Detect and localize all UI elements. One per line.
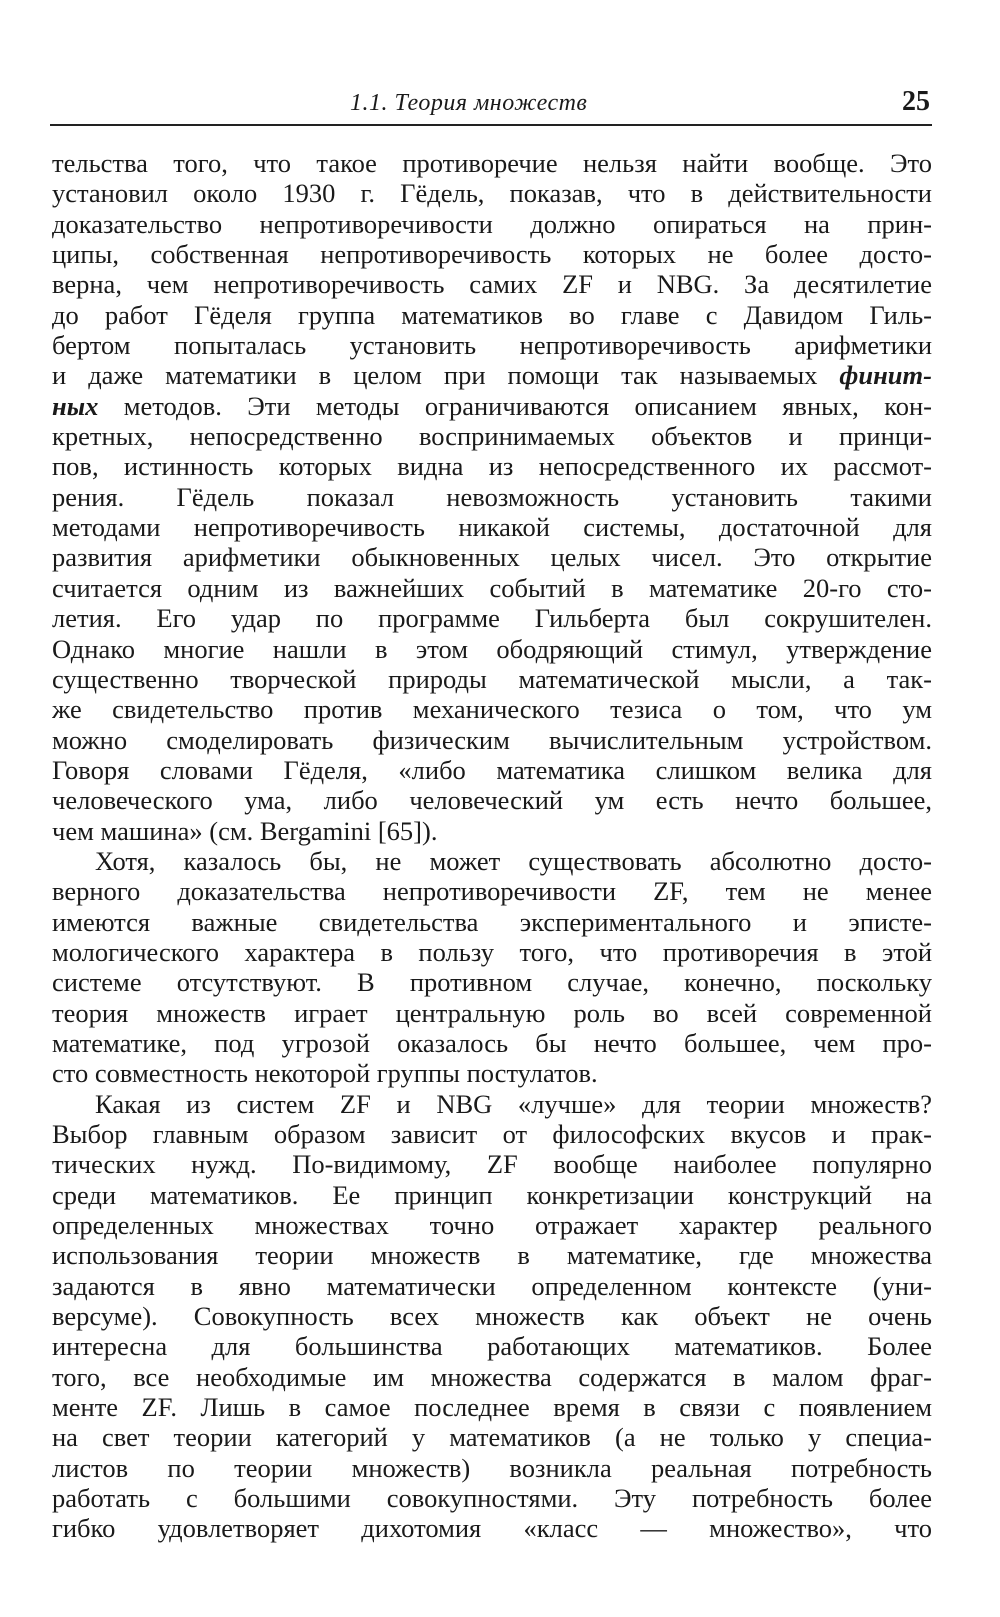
text-line: можно смоделировать физическим вычислительным устройством. [52, 724, 932, 755]
text-line: системе отсутствуют. В противном случае, конечно, поскольку [52, 967, 932, 998]
page-number: 25 [902, 86, 930, 117]
text-line: Выбор главным образом зависит от философских вкусов и прак- [52, 1119, 932, 1149]
running-head [50, 86, 932, 126]
text-line: на свет теории категорий у математиков (а не только у специа- [52, 1422, 932, 1453]
text-line: тических нужд. По-видимому, ZF вообще наиболее популярно [52, 1149, 932, 1180]
text-line: сто совместность некоторой группы постулатов. [52, 1058, 598, 1089]
book-page [40, 0, 932, 1617]
emphasized-term: финит- [839, 360, 932, 391]
text-line: установил около 1930 г. Гёдель, показав, что в действительности [52, 178, 932, 209]
text-line: менте ZF. Лишь в самое последнее время в связи с появлением [52, 1392, 932, 1423]
text-line: пов, истинность которых видна из непосредственного их рассмот- [52, 451, 932, 482]
text-line: методами непротиворечивость никакой системы, достаточной для [52, 512, 932, 543]
header-rule [50, 124, 932, 126]
text-segment: методов. Эти методы ограничиваются описанием явных, кон- [98, 390, 932, 421]
body-text [52, 148, 932, 1544]
text-line: тельства того, что такое противоречие нельзя найти вообще. Это [52, 148, 932, 178]
text-line: листов по теории множеств) возникла реальная потребность [52, 1452, 932, 1483]
text-line: существенно творческой природы математической мысли, а так- [52, 663, 932, 694]
text-line: Однако многие нашли в этом ободряющий стимул, утверждение [52, 633, 932, 664]
text-line: летия. Его удар по программе Гильберта был сокрушителен. [52, 603, 932, 634]
text-line: чем машина» (см. Bergamini [65]). [52, 815, 438, 846]
running-title: 1.1. Теория множеств [350, 90, 588, 116]
text-line: же свидетельство против механического тезиса о том, что ум [52, 694, 932, 725]
text-line: Говоря словами Гёделя, «либо математика слишком велика для [52, 754, 932, 785]
text-line: человеческого ума, либо человеческий ум есть нечто большее, [52, 785, 932, 816]
text-line: определенных множествах точно отражает характер реального [52, 1210, 932, 1241]
text-line: до работ Гёделя группа математиков во главе с Давидом Гиль- [52, 299, 932, 330]
text-line: использования теории множеств в математике, где множества [52, 1240, 932, 1271]
text-line: бертом попыталась установить непротиворечивость арифметики [52, 330, 932, 361]
text-line [52, 360, 932, 390]
text-line: Хотя, казалось бы, не может существовать абсолютно досто- [95, 845, 932, 876]
emphasized-term: ных [52, 390, 99, 421]
text-line: версуме). Совокупность всех множеств как объект не очень [52, 1301, 932, 1332]
text-line: работать с большими совокупностями. Эту потребность более [52, 1483, 932, 1514]
text-line: имеются важные свидетельства экспериментального и эписте- [52, 906, 932, 937]
text-line: развития арифметики обыкновенных целых чисел. Это открытие [52, 542, 932, 573]
paragraph [52, 1089, 932, 1544]
text-line: математике, под угрозой оказалось бы нечто большее, чем про- [52, 1027, 932, 1058]
paragraph [52, 846, 932, 1089]
text-line: того, все необходимые им множества содержатся в малом фраг- [52, 1361, 932, 1392]
text-line: Какая из систем ZF и NBG «лучше» для теории множеств? [95, 1088, 932, 1119]
text-line: верна, чем непротиворечивость самих ZF и NBG. За десятилетие [52, 269, 932, 300]
text-line: считается одним из важнейших событий в математике 20-го сто- [52, 572, 932, 603]
paragraph [52, 148, 932, 846]
text-line: верного доказательства непротиворечивости ZF, тем не менее [52, 876, 932, 907]
text-line: мологического характера в пользу того, что противоречия в этой [52, 936, 932, 967]
text-line: интересна для большинства работающих математиков. Более [52, 1331, 932, 1362]
text-line: доказательство непротиворечивости должно опираться на прин- [52, 208, 932, 239]
text-line: теория множеств играет центральную роль во всей современной [52, 997, 932, 1028]
text-line [52, 391, 932, 421]
text-line: рения. Гёдель показал невозможность установить такими [52, 481, 932, 512]
text-line: кретных, непосредственно воспринимаемых объектов и принци- [52, 421, 932, 452]
text-segment: и даже математики в целом при помощи так называемых [52, 360, 840, 391]
text-line: гибко удовлетворяет дихотомия «класс — множество», что [52, 1513, 932, 1544]
text-line: задаются в явно математически определенном контексте (уни- [52, 1270, 932, 1301]
text-line: ципы, собственная непротиворечивость которых не более досто- [52, 239, 932, 270]
text-line: среди математиков. Ее принцип конкретизации конструкций на [52, 1179, 932, 1210]
